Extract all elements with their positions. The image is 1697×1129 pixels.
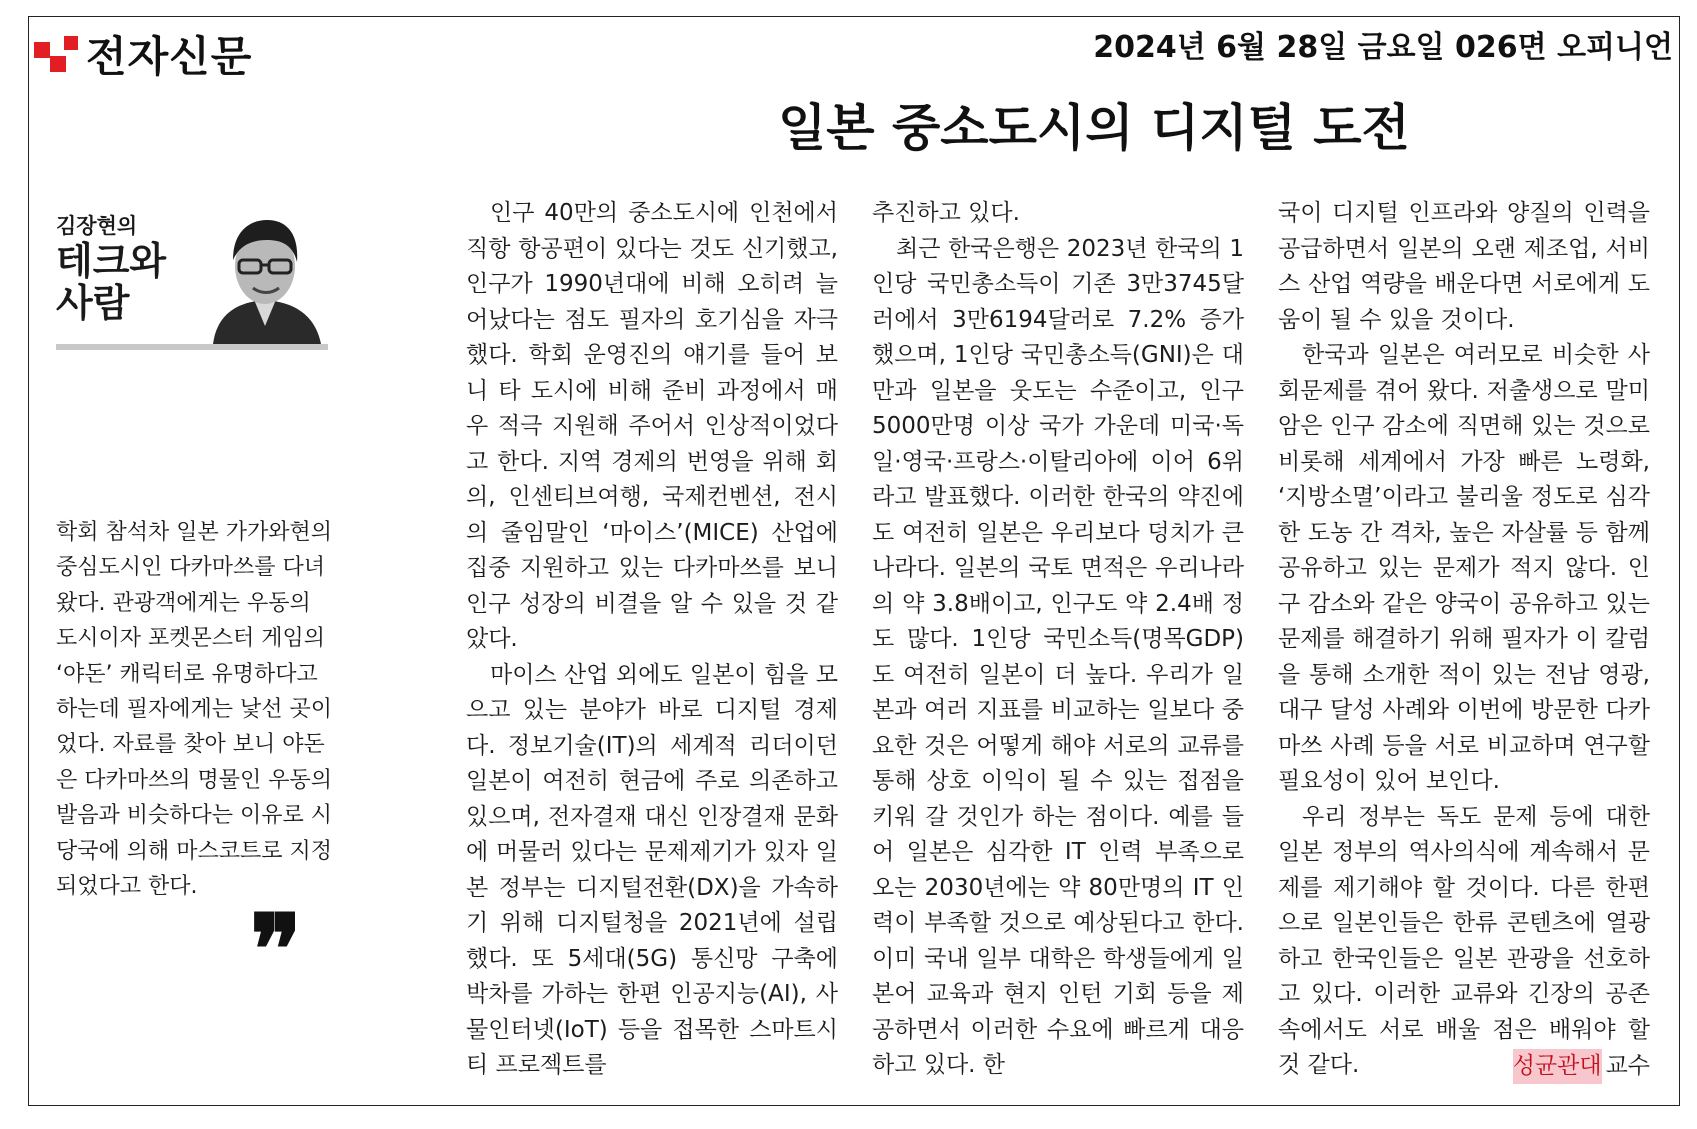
author-affiliation: 성균관대 [1513,1049,1602,1085]
logo-mark-icon [30,34,78,74]
paragraph: 한국과 일본은 여러모로 비슷한 사회문제를 겪어 왔다. 저출생으로 말미암은 인구 감소에 직면해 있는 것으로 비롯해 세계에서 가장 빠른 노령화, ‘지방소멸’이라고 불리울 정도로 심각한 도농 간 격차, 높은 자살률 등 함께 공유하고 있는 문제가 적지 않다. 인구 감소와 같은 양국이 공유하고 있는 문제를 해결하기 위해 필자가 이 칼럼을 통해 소개한 적이 있는 전남 영광, 대구 달성 사례와 이번에 방문한 다카마쓰 사례 등을 서로 비교하며 연구할 필요성이 있어 보인다. [1278,342,1650,794]
paragraph: 추진하고 있다. [872,200,1020,226]
article-column-1 [466,196,838,1084]
author-portrait-icon [203,210,328,344]
paragraph: 우리 정부는 독도 문제 등에 대한 일본 정부의 역사의식에 계속해서 문제를 제기해야 할 것이다. 다른 한편으로 일본인들은 한류 콘텐츠에 열광하고 한국인들은 일본 관광을 선호하고 있다. 이러한 교류와 긴장의 공존 속에서도 서로 배울 점은 배워야 할 것 같다. [1278,803,1650,1078]
article-column-3 [1278,196,1650,1084]
author-title: 교수 [1605,1052,1650,1079]
paragraph: 인구 40만의 중소도시에 인천에서 직항 항공편이 있다는 것도 신기했고, 인구가 1990년대에 비해 오히려 늘어났다는 점도 필자의 호기심을 자극했다. 학회 운영진의 얘기를 들어 보니 타 도시에 비해 준비 과정에서 매우 적극 지원해 주어서 인상적이었다고 한다. 지역 경제의 번영을 위해 회의, 인센티브여행, 국제컨벤션, 전시의 줄임말인 ‘마이스’(MICE) 산업에 집중 지원하고 있는 다카마쓰를 보니 인구 성장의 비결을 알 수 있을 것 같았다. [466,200,838,652]
closing-quote-icon: ❞ [250,893,302,1006]
dateline: 2024년 6월 28일 금요일 026면 오피니언 [1093,30,1673,65]
paragraph: 마이스 산업 외에도 일본이 힘을 모으고 있는 분야가 바로 디지털 경제다. 정보기술(IT)의 세계적 리더이던 일본이 여전히 현금에 주로 의존하고 있으며, 전자결재 대신 인장결재 문화에 머물러 있다는 문제제기가 있자 일본 정부는 디지털전환(DX)을 가속하기 위해 디지털청을 2021년에 설립했다. 또 5세대(5G) 통신망 구축에 박차를 가하는 한편 인공지능(AI), 사물인터넷(IoT) 등을 접목한 스마트시티 프로젝트를 [466,661,838,1078]
paragraph: 국이 디지털 인프라와 양질의 인력을 공급하면서 일본의 오랜 제조업, 서비스 산업 역량을 배운다면 서로에게 도움이 될 수 있을 것이다. [1278,200,1650,333]
columnist-author: 김장현의 [56,214,138,238]
pull-quote: 학회 참석차 일본 가가와현의 중심도시인 다카마쓰를 다녀왔다. 관광객에게는 우동의 도시이자 포켓몬스터 게임의 ‘야돈’ 캐릭터로 유명하다고 하는데 필자에게는 낯선 곳이었다. 자료를 찾아 보니 야돈은 다카마쓰의 명물인 우동의 발음과 비슷하다는 이유로 시 당국에 의해 마스코트로 지정되었다고 한다. [56,520,333,900]
logo-text: 전자신문 [86,32,253,81]
column-series-title: 테크와 사람 [56,239,167,325]
article-headline: 일본 중소도시의 디지털 도전 [778,99,1410,157]
article-column-2 [872,196,1244,1084]
paragraph: 최근 한국은행은 2023년 한국의 1인당 국민총소득이 기존 3만3745달러에서 3만6194달러로 7.2% 증가했으며, 1인당 국민총소득(GNI)은 대만과 일본을 웃도는 수준이고, 인구 5000만명 이상 국가 가운데 미국·독일·영국·프랑스·이탈리아에 이어 6위라고 발표했다. 이러한 한국의 약진에도 여전히 일본은 우리보다 덩치가 큰 나라다. 일본의 국토 면적은 우리나라의 약 3.8배이고, 인구도 약 2.4배 정도 많다. 1인당 국민소득(명목GDP)도 여전히 일본이 더 높다. 우리가 일본과 여러 지표를 비교하는 일보다 중요한 것은 어떻게 해야 서로의 교류를 통해 상호 이익이 될 수 있는 접점을 키워 갈 것인가 하는 점이다. 예를 들어 일본은 심각한 IT 인력 부족으로 오는 2030년에는 약 80만명의 IT 인력이 부족할 것으로 예상된다고 한다. 이미 국내 일부 대학은 학생들에게 일본어 교육과 현지 인턴 기회 등을 제공하면서 이러한 수요에 빠르게 대응하고 있다. 한 [872,235,1244,1078]
masthead-logo[interactable] [30,24,252,84]
columnist-box [56,210,328,350]
